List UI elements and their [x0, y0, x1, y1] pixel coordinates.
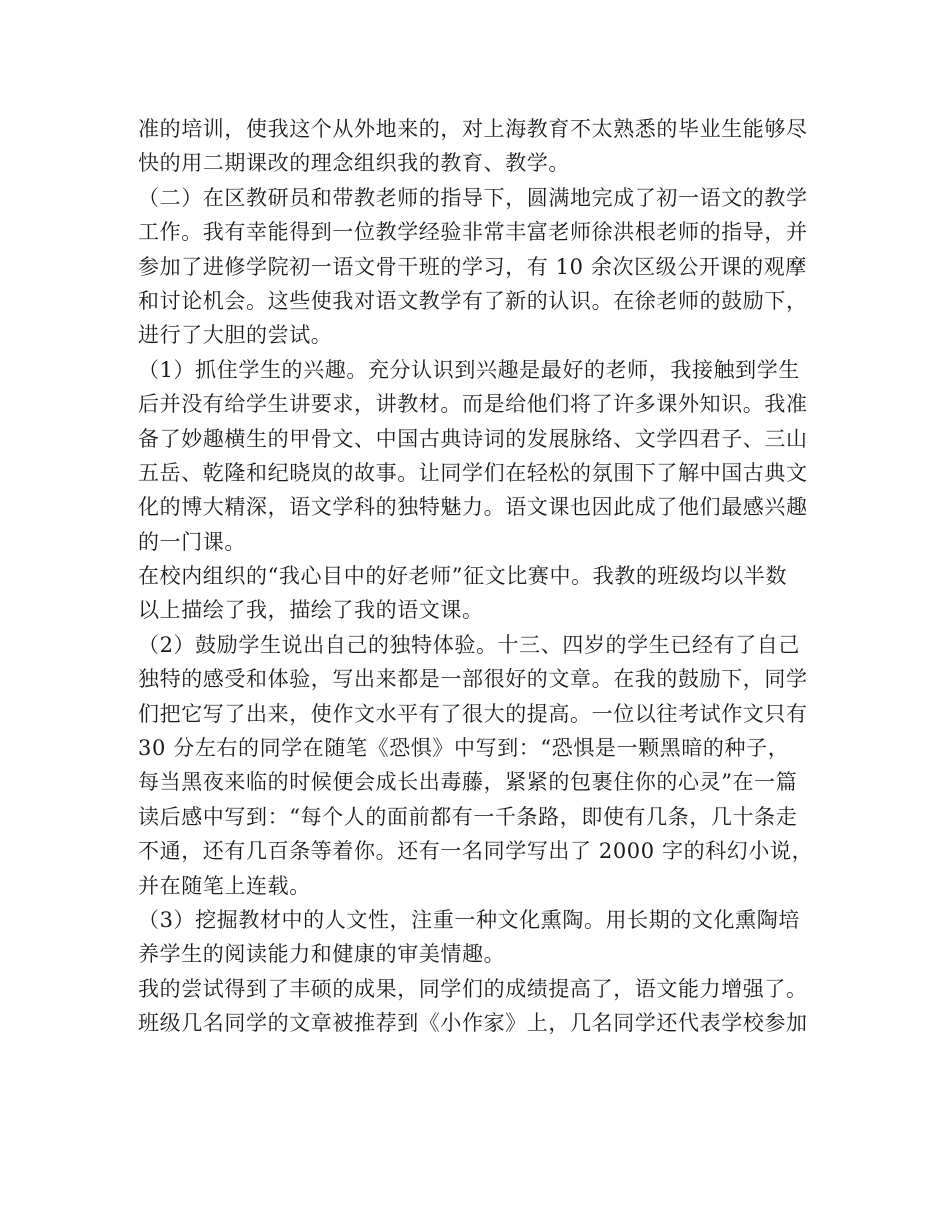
text-line: 进行了大胆的尝试。 [138, 323, 333, 348]
text-line: （2）鼓励学生说出自己的独特体验。十三、四岁的学生已经有了自己 [138, 632, 800, 657]
text-line: 们把它写了出来，使作文水平有了很大的提高。一位以往考试作文只有 [138, 701, 808, 726]
text-line: 班级几名同学的文章被推荐到《小作家》上，几名同学还代表学校参加 [138, 1011, 808, 1036]
text-line: （1）抓住学生的兴趣。充分认识到兴趣是最好的老师，我接触到学生 [138, 357, 800, 382]
text-line: 不通，还有几百条等着你。还有一名同学写出了 2000 字的科幻小说， [138, 839, 814, 864]
text-line: 独特的感受和体验，写出来都是一部很好的文章。在我的鼓励下，同学 [138, 667, 808, 692]
text-line: 以上描绘了我，描绘了我的语文课。 [138, 598, 484, 623]
text-line: 工作。我有幸能得到一位教学经验非常丰富老师徐洪根老师的指导，并 [138, 220, 808, 245]
text-line: 并在随笔上连载。 [138, 873, 311, 898]
text-line: 和讨论机会。这些使我对语文教学有了新的认识。在徐老师的鼓励下， [138, 288, 808, 313]
text-line: 在校内组织的“我心目中的好老师”征文比赛中。我教的班级均以半数 [138, 564, 788, 589]
text-line: 准的培训，使我这个从外地来的，对上海教育不太熟悉的毕业生能够尽 [138, 117, 808, 141]
text-line: 每当黑夜来临的时候便会成长出毒藤，紧紧的包裹住你的心灵”在一篇 [138, 770, 798, 795]
text-line: 快的用二期课改的理念组织我的教育、教学。 [138, 151, 570, 176]
text-line: （二）在区教研员和带教老师的指导下，圆满地完成了初一语文的教学 [138, 185, 808, 210]
text-line: 参加了进修学院初一语文骨干班的学习，有 10 余次区级公开课的观摩 [138, 254, 807, 279]
text-line: 我的尝试得到了丰硕的成果，同学们的成绩提高了，语文能力增强了。 [138, 976, 808, 1001]
text-line: 的一门课。 [138, 529, 246, 554]
text-line: 化的博大精深，语文学科的独特魅力。语文课也因此成了他们最感兴趣 [138, 495, 808, 520]
text-line: 五岳、乾隆和纪晓岚的故事。让同学们在轻松的氛围下了解中国古典文 [138, 460, 808, 485]
text-line: （3）挖掘教材中的人文性，注重一种文化熏陶。用长期的文化熏陶培 [138, 907, 800, 932]
text-line: 读后感中写到：“每个人的面前都有一千条路，即使有几条，几十条走 [138, 804, 798, 829]
text-line: 备了妙趣横生的甲骨文、中国古典诗词的发展脉络、文学四君子、三山 [138, 426, 808, 451]
text-line: 30 分左右的同学在随笔《恐惧》中写到：“恐惧是一颗黑暗的种子， [138, 736, 790, 761]
text-line: 后并没有给学生讲要求，讲教材。而是给他们将了许多课外知识。我准 [138, 392, 808, 417]
body-text [138, 112, 818, 1041]
text-line: 养学生的阅读能力和健康的审美情趣。 [138, 942, 506, 967]
